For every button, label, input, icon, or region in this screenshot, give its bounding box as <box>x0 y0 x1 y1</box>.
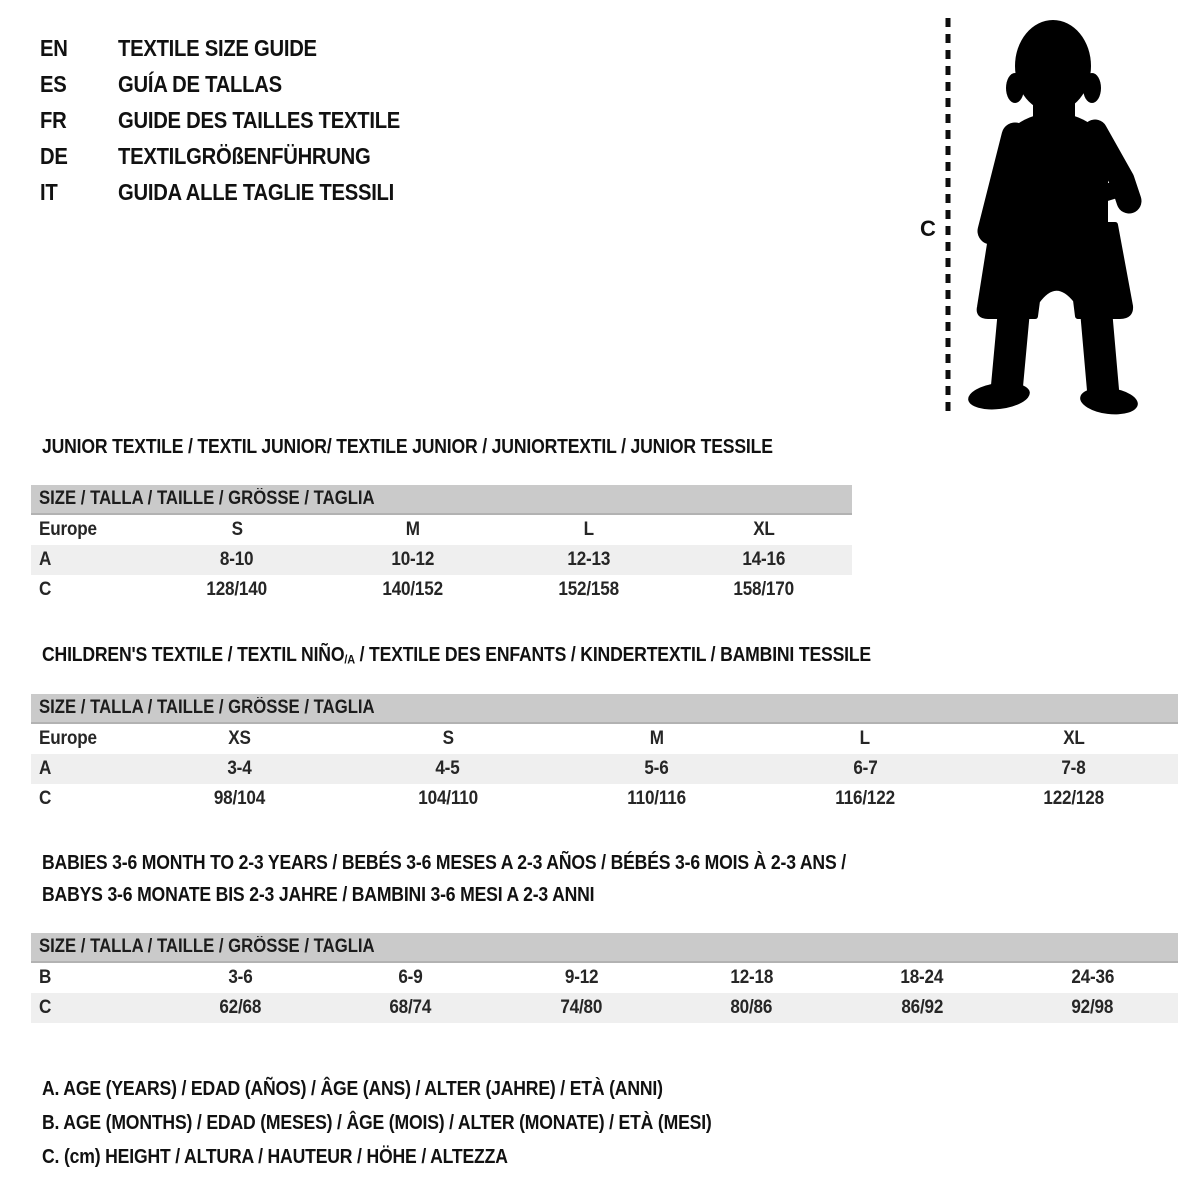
size-cell: 12-18 <box>730 967 774 988</box>
children-section-title: CHILDREN'S TEXTILE / TEXTIL $NIÑO_{/A}$ / TEXTILE DES ENFANTS / KINDERTEXTIL / BAMBINI TESSILE <box>42 644 871 667</box>
lang-code: EN <box>40 34 68 61</box>
lang-code: ES <box>40 70 67 97</box>
size-cell: 9-12 <box>564 967 598 988</box>
lang-row-es <box>40 66 439 102</box>
table-row <box>31 754 1178 784</box>
babies-section-title: BABIES 3-6 MONTH TO 2-3 YEARS / BEBÉS 3-6 MESES A 2-3 AÑOS / BÉBÉS 3-6 MOIS À 2-3 ANS / BABYS 3-6 MONATE BIS 2-3 JAHRE / BAMBINI 3-6 MESI A 2-3 ANNI <box>42 852 846 906</box>
column-header: M <box>649 728 664 749</box>
column-header: XS <box>228 728 251 749</box>
lang-title: GUIDA ALLE TAGLIE TESSILI <box>118 178 395 205</box>
size-cell: 24-36 <box>1071 967 1115 988</box>
lang-title: GUÍA DE TALLAS <box>118 70 282 97</box>
size-cell: 98/104 <box>213 788 265 809</box>
size-cell: 4-5 <box>344 754 553 784</box>
table-row <box>31 993 1178 1023</box>
size-cell: 128/140 <box>206 579 268 600</box>
row-label: C <box>31 993 155 1023</box>
column-header: Europe <box>39 519 97 540</box>
title-subscript: /A <box>344 652 355 667</box>
column-header: S <box>231 519 243 540</box>
language-header <box>40 30 439 210</box>
row-label: C <box>39 788 52 809</box>
size-cell: 68/74 <box>326 993 497 1023</box>
size-cell: 5-6 <box>552 754 761 784</box>
table-row <box>31 724 1178 754</box>
junior-size-table <box>31 485 852 605</box>
column-header: L <box>859 728 871 749</box>
size-header-bar: SIZE / TALLA / TAILLE / GRÖSSE / TAGLIA <box>31 694 1178 724</box>
footnote-c: C. (cm) HEIGHT / ALTURA / HAUTEUR / HÖHE / ALTEZZA <box>42 1146 508 1168</box>
column-header: XL <box>1062 728 1085 749</box>
size-cell: 152/158 <box>558 579 619 600</box>
footnote-b: B. AGE (MONTHS) / EDAD (MESES) / ÂGE (MOIS) / ALTER (MONATE) / ETÀ (MESI) <box>42 1112 712 1134</box>
table-row <box>31 515 852 545</box>
footnote-a: A. AGE (YEARS) / EDAD (AÑOS) / ÂGE (ANS) / ALTER (JAHRE) / ETÀ (ANNI) <box>42 1078 663 1100</box>
lang-code: DE <box>40 142 68 169</box>
size-cell: 12-13 <box>501 545 677 575</box>
size-header-bar: SIZE / TALLA / TAILLE / GRÖSSE / TAGLIA <box>31 485 852 515</box>
lang-row-it <box>40 174 439 210</box>
lang-title: GUIDE DES TAILLES TEXTILE <box>118 106 401 133</box>
column-header: Europe <box>39 728 97 749</box>
figure-height-label: C <box>920 216 936 241</box>
lang-row-en <box>40 30 439 66</box>
size-cell: 3-6 <box>228 967 253 988</box>
babies-size-table <box>31 933 1178 1023</box>
size-cell: 140/152 <box>382 579 443 600</box>
row-label: A <box>31 754 135 784</box>
size-cell: 74/80 <box>496 993 667 1023</box>
size-cell: 7-8 <box>969 754 1178 784</box>
column-header: L <box>583 519 594 540</box>
row-label: A <box>31 545 149 575</box>
size-cell: 158/170 <box>733 579 795 600</box>
size-cell: 110/116 <box>627 788 686 809</box>
toddler-silhouette <box>963 18 1143 418</box>
children-size-table <box>31 694 1178 814</box>
footnotes <box>42 1072 803 1174</box>
lang-row-fr <box>40 102 439 138</box>
table-row <box>31 575 852 605</box>
size-cell: 104/110 <box>418 788 478 809</box>
size-cell: 3-4 <box>135 754 344 784</box>
size-cell: 122/128 <box>1043 788 1104 809</box>
size-cell: 80/86 <box>667 993 838 1023</box>
size-cell: 62/68 <box>155 993 326 1023</box>
size-cell: 14-16 <box>676 545 852 575</box>
height-dashed-line <box>945 16 951 418</box>
lang-row-de <box>40 138 439 174</box>
table-row <box>31 963 1178 993</box>
size-header-bar: SIZE / TALLA / TAILLE / GRÖSSE / TAGLIA <box>31 933 1178 963</box>
size-cell: 8-10 <box>149 545 325 575</box>
lang-code: FR <box>40 106 67 133</box>
lang-title: TEXTILE SIZE GUIDE <box>118 34 317 61</box>
size-cell: 6-7 <box>761 754 970 784</box>
size-cell: 10-12 <box>325 545 501 575</box>
row-label: B <box>39 967 52 988</box>
size-cell: 18-24 <box>900 967 944 988</box>
column-header: XL <box>753 519 775 540</box>
lang-code: IT <box>40 178 58 205</box>
row-label: C <box>39 579 52 600</box>
lang-title: TEXTILGRÖßENFÜHRUNG <box>118 142 371 169</box>
size-cell: 6-9 <box>398 967 423 988</box>
junior-section-title: JUNIOR TEXTILE / TEXTIL JUNIOR/ TEXTILE JUNIOR / JUNIORTEXTIL / JUNIOR TESSILE <box>42 436 773 458</box>
table-row <box>31 784 1178 814</box>
column-header: S <box>442 728 454 749</box>
size-cell: 86/92 <box>837 993 1008 1023</box>
size-cell: 92/98 <box>1008 993 1179 1023</box>
table-row <box>31 545 852 575</box>
size-cell: 116/122 <box>835 788 895 809</box>
column-header: M <box>405 519 420 540</box>
